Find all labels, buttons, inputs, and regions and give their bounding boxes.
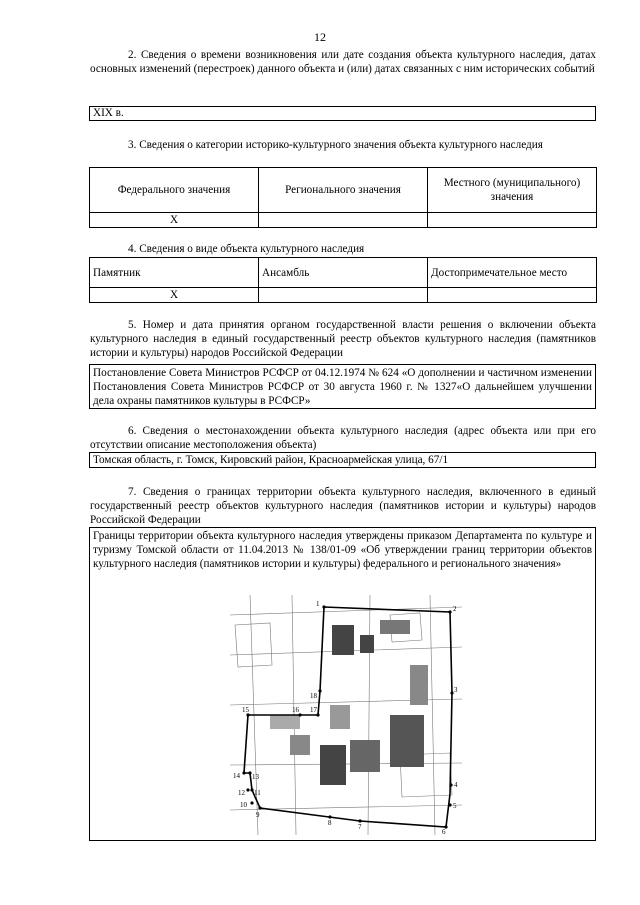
category-mark-federal: Х bbox=[90, 213, 259, 228]
section6-value: Томская область, г. Томск, Кировский район, Красноармейская улица, 67/1 bbox=[93, 454, 449, 466]
boundary-point-18 bbox=[318, 689, 321, 692]
boundary-label-16: 16 bbox=[292, 706, 299, 714]
category-header-regional: Регионального значения bbox=[259, 168, 428, 213]
section7-value: Границы территории объекта культурного наследия утверждены приказом Департамента по культуре и туризму Томской области от 11.04.2013 № 138/01-09 «Об утверждении границ территории объектов культурного наследия (памятников истории и культуры) федерального и регионального значения» bbox=[93, 530, 592, 570]
boundary-map-svg bbox=[230, 595, 462, 835]
boundary-label-9: 9 bbox=[256, 811, 260, 819]
page-number: 12 bbox=[314, 30, 326, 44]
boundary-label-3: 3 bbox=[454, 686, 458, 694]
boundary-label-1: 1 bbox=[316, 600, 320, 608]
boundary-label-5: 5 bbox=[453, 802, 457, 810]
type-header-ensemble: Ансамбль bbox=[259, 258, 428, 288]
boundary-point-12 bbox=[246, 788, 249, 791]
boundary-point-1 bbox=[322, 605, 325, 608]
category-mark-regional bbox=[259, 213, 428, 228]
boundary-map bbox=[230, 595, 462, 835]
boundary-label-10: 10 bbox=[240, 801, 247, 809]
category-header-local: Местного (муниципального) значения bbox=[428, 168, 597, 213]
section7-heading: 7. Сведения о границах территории объекта культурного наследия, включенного в единый государственный реестр объектов культурного наследия (памятников истории и культуры) народов Российской Федерации bbox=[90, 486, 596, 526]
boundary-label-12: 12 bbox=[238, 789, 245, 797]
type-header-monument: Памятник bbox=[90, 258, 259, 288]
section6-heading: 6. Сведения о местонахождении объекта культурного наследия (адрес объекта или при его отсутствии описание местоположения объекта) bbox=[90, 425, 596, 451]
boundary-label-6: 6 bbox=[442, 828, 446, 835]
type-header-landmark: Достопримечательное место bbox=[428, 258, 597, 288]
section2-value: XIX в. bbox=[93, 107, 124, 119]
boundary-point-10 bbox=[250, 801, 253, 804]
section5-value: Постановление Совета Министров РСФСР от 04.12.1974 № 624 «О дополнении и частичном изменении Постановления Совета Министров РСФСР от 30 августа 1960 г. № 1327«О дальнейшем улучшении дела охраны памятников культуры в РСФСР» bbox=[93, 367, 592, 407]
section3-heading: 3. Сведения о категории историко-культурного значения объекта культурного наследия bbox=[128, 139, 543, 151]
section6-value-box bbox=[89, 452, 596, 468]
category-table bbox=[89, 167, 597, 228]
section4-heading: 4. Сведения о виде объекта культурного наследия bbox=[128, 243, 365, 255]
category-mark-local bbox=[428, 213, 597, 228]
section5-value-box bbox=[89, 364, 596, 409]
boundary-label-8: 8 bbox=[328, 819, 332, 827]
section2-heading: 2. Сведения о времени возникновения или дате создания объекта культурного наследия, датах основных изменений (перестроек) данного объекта и (или) датах связанных с ним исторических событий bbox=[90, 49, 596, 75]
boundary-point-9 bbox=[258, 806, 261, 809]
section2-value-box bbox=[89, 106, 596, 121]
boundary-label-13: 13 bbox=[252, 773, 259, 781]
boundary-label-7: 7 bbox=[358, 823, 362, 831]
boundary-label-15: 15 bbox=[242, 706, 249, 714]
boundary-label-2: 2 bbox=[453, 605, 457, 613]
type-mark-monument: Х bbox=[90, 288, 259, 303]
type-mark-ensemble bbox=[259, 288, 428, 303]
category-header-federal: Федерального значения bbox=[90, 168, 259, 213]
boundary-point-4 bbox=[449, 783, 452, 786]
boundary-label-14: 14 bbox=[233, 772, 240, 780]
section5-heading: 5. Номер и дата принятия органом государственной власти решения о включении объекта культурного наследия в единый государственный реестр объектов культурного наследия (памятников истории и культуры) народов Российской Федерации bbox=[90, 319, 596, 359]
boundary-point-5 bbox=[448, 803, 451, 806]
boundary-label-11: 11 bbox=[254, 789, 261, 797]
type-mark-landmark bbox=[428, 288, 597, 303]
boundary-point-2 bbox=[448, 610, 451, 613]
boundary-point-14 bbox=[242, 771, 245, 774]
boundary-label-17: 17 bbox=[310, 706, 317, 714]
type-table bbox=[89, 257, 597, 303]
boundary-label-4: 4 bbox=[454, 781, 458, 789]
boundary-label-18: 18 bbox=[310, 692, 317, 700]
